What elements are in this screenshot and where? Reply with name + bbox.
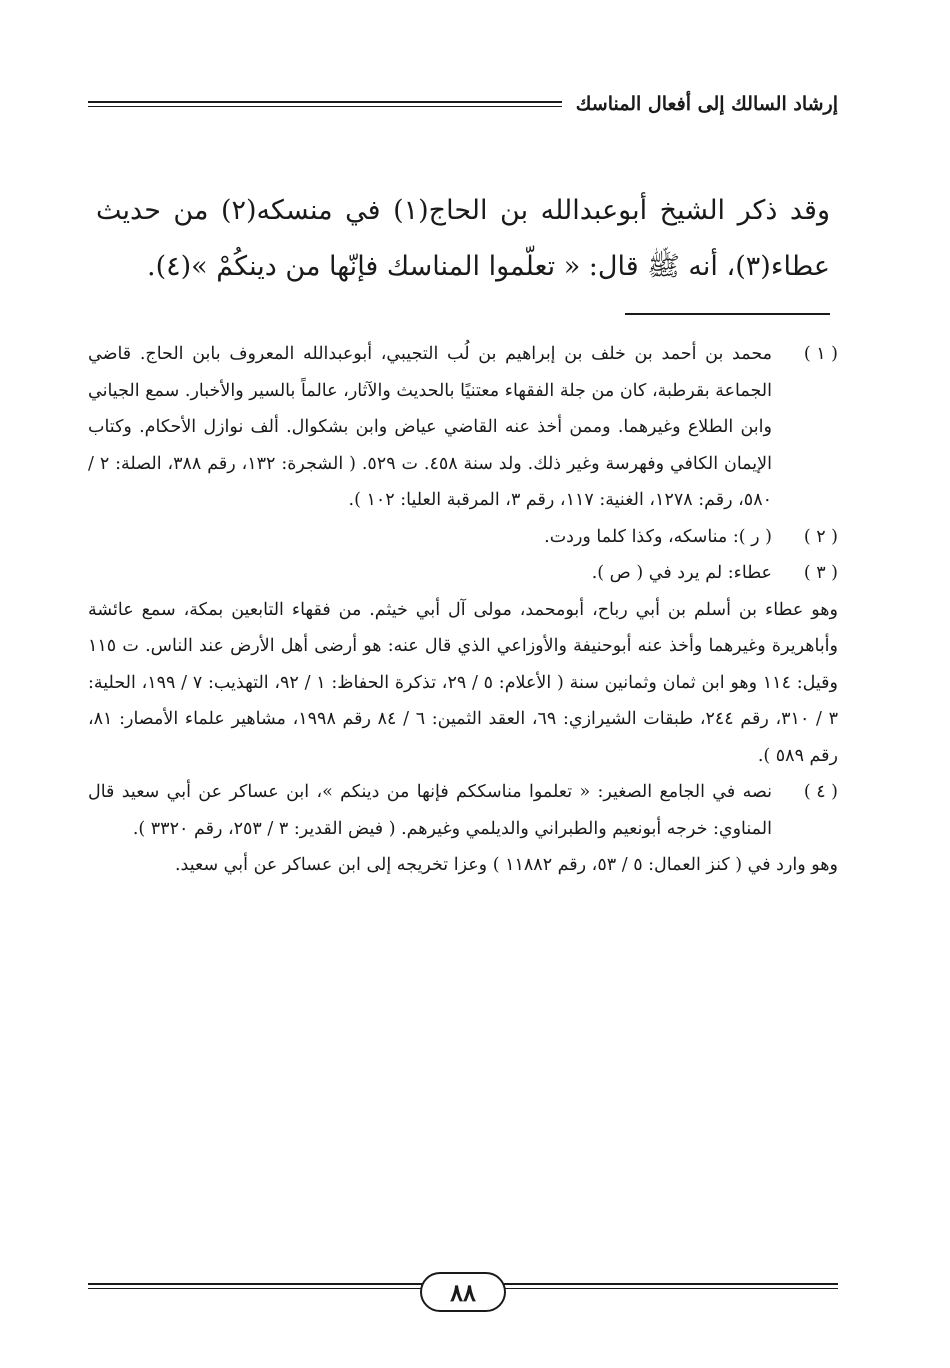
running-header [88, 88, 838, 120]
footnote-text: محمد بن أحمد بن خلف بن إبراهيم بن لُب التجيبي، أبوعبدالله المعروف بابن الحاج. قاضي الجماعة بقرطبة، كان من جلة الفقهاء معتنيًا بالحديث والآثار، عالماً بالسير والأخبار. سمع الجياني وابن الطلاع وغيرهما. وممن أخذ عنه القاضي عياض وابن بشكوال. ألف نوازل الأحكام. وكتاب الإيمان الكافي وفهرسة وغير ذلك. ولد سنة ٤٥٨. ت ٥٢٩. ( الشجرة: ١٣٢، رقم ٣٨٨، الصلة: ٢ / ٥٨٠، رقم: ١٢٧٨، الغنية: ١١٧، رقم ٣، المرقبة العليا: ١٠٢ ). [88, 344, 772, 510]
footnote-number: ( ٣ ) [803, 563, 838, 583]
footnote-number: ( ١ ) [803, 344, 838, 364]
footnote-3 [88, 555, 838, 592]
footnote-continuation: وهو عطاء بن أسلم بن أبي رباح، أبومحمد، مولى آل أبي خيثم. من فقهاء التابعين بمكة، سمع عائشة وأباهريرة وغيرهما وأخذ عنه أبوحنيفة والأوزاعي الذي قال عنه: هو أرضى أهل الأرض عند الناس. ت ١١٥ وقيل: ١١٤ وهو ابن ثمان وثمانين سنة ( الأعلام: ٥ / ٢٩، تذكرة الحفاظ: ١ / ٩٢، التهذيب: ٧ / ١٩٩، الحلية: ٣ / ٣١٠، رقم ٢٤٤، طبقات الشيرازي: ٦٩، العقد الثمين: ٦ / ٨٤ رقم ١٩٩٨، مشاهير علماء الأمصار: ٨١، رقم ٥٨٩ ). [88, 599, 838, 766]
footnote-separator [625, 313, 830, 315]
footnotes [88, 336, 838, 884]
footnote-text: عطاء: لم يرد في ( ص ). [591, 563, 772, 583]
footnote-continuation: وهو وارد في ( كنز العمال: ٥ / ٥٣، رقم ١١٨٨٢ ) وعزا تخريجه إلى ابن عساكر عن أبي سعيد. [174, 855, 838, 875]
footnote-2 [88, 519, 838, 556]
footnote-4 [88, 774, 838, 847]
main-text [96, 183, 830, 295]
header-rule [88, 101, 562, 107]
footnote-text: نصه في الجامع الصغير: « تعلموا مناسككم فإنها من دينكم »، ابن عساكر عن أبي سعيد قال المناوي: خرجه أبونعيم والطبراني والديلمي وغيرهم. ( فيض القدير: ٣ / ٢٥٣، رقم ٣٣٢٠ ). [88, 782, 772, 839]
footnote-number: ( ٢ ) [803, 526, 838, 547]
footnote-text: ( ر ): مناسكه، وكذا كلما وردت. [544, 526, 772, 547]
footnote-number: ( ٤ ) [803, 782, 838, 802]
page-footer [88, 1272, 838, 1312]
footnote-1 [88, 336, 838, 519]
page-number: ٨٨ [420, 1272, 506, 1312]
running-title: إرشاد السالك إلى أفعال المناسك [575, 93, 838, 115]
main-paragraph: وقد ذكر الشيخ أبوعبدالله بن الحاج(١) في منسكه(٢) من حديث عطاء(٣)، أنه ﷺ قال: « تعلّموا المناسك فإنّها من دينكُمْ »(٤). [96, 195, 830, 282]
